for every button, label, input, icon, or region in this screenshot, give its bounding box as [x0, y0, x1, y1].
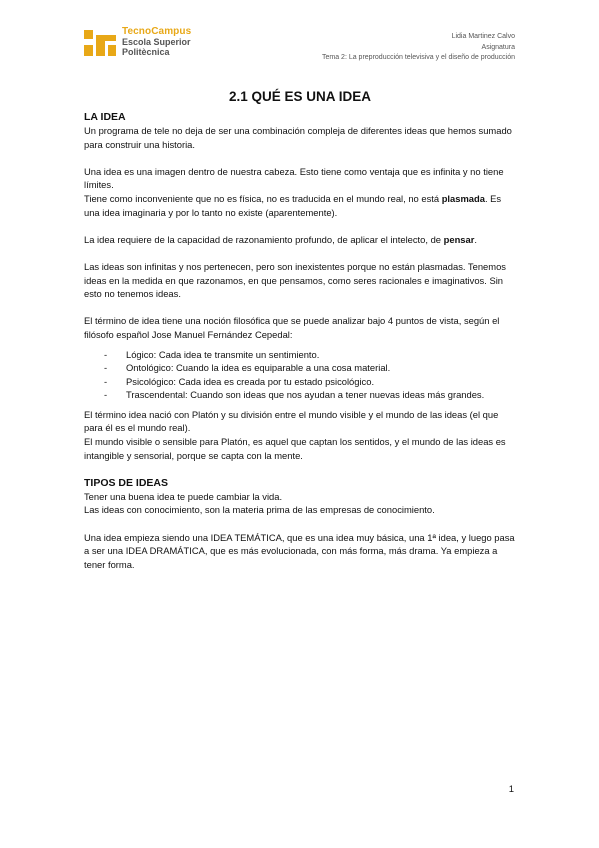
document-body [84, 88, 516, 571]
text-run: La idea requiere de la capacidad de razonamiento profundo, de aplicar el intelecto, de [84, 233, 444, 245]
subject-label: Asignatura [481, 43, 515, 51]
bold-term: pensar [443, 233, 475, 245]
viewpoints-list [84, 348, 516, 402]
paragraph: Un programa de tele no deja de ser una combinación compleja de diferentes ideas que hemos sumado para construir una historia. [84, 125, 512, 150]
text-run: . Es una idea imaginaria y por lo tanto no existe (aparentemente). [84, 192, 502, 218]
paragraph: El mundo visible o sensible para Platón, es aquel que captan los sentidos, y el mundo de las ideas es intangible y sensorial, porque se capta con la mente. [84, 436, 506, 461]
author-name: Lidia Martinez Calvo [451, 33, 515, 40]
paragraph: Una idea empieza siendo una IDEA TEMÁTICA, que es una idea muy básica, una 1ª idea, y luego pasa a ser una IDEA DRAMÁTICA, que es más evolucionada, con más forma, más drama. Ya empieza a tener forma. [84, 531, 515, 570]
logo-line-1: TecnoCampus [122, 26, 192, 37]
paragraph: El término de idea tiene una noción filosófica que se puede analizar bajo 4 puntos de vista, según el filósofo español Jose Manuel Fernández Cepedal: [84, 315, 500, 340]
header-meta [322, 32, 515, 64]
logo-line-3: Politècnica [122, 47, 170, 57]
paragraph: El término idea nació con Platón y su división entre el mundo visible y el mundo de las ideas (el que para él es el mundo real). [84, 408, 499, 434]
page-number: 1 [508, 784, 514, 795]
page-header [84, 27, 515, 67]
paragraph [84, 192, 516, 219]
list-item: - Psicológico: Cada idea es creada por tu estado psicológico. [104, 375, 516, 389]
paragraph: Las ideas con conocimiento, son la materia prima de las empresas de conocimiento. [84, 504, 435, 516]
list-item: - Ontológico: Cuando la idea es equiparable a una cosa material. [104, 361, 516, 375]
paragraph: Una idea es una imagen dentro de nuestra cabeza. Esto tiene como ventaja que es infinita y no tiene límites. [84, 165, 504, 191]
paragraph [84, 233, 516, 247]
bold-term: plasmada [441, 192, 485, 204]
text-run: Tiene como inconveniente que no es física, no es traducida en el mundo real, no está [84, 192, 442, 204]
topic-label: Tema 2: La preproducción televisiva y el diseño de producción [321, 54, 515, 61]
paragraph: Tener una buena idea te puede cambiar la vida. [84, 490, 283, 502]
tecnocampus-logo [84, 27, 214, 67]
list-item: - Trascendental: Cuando son ideas que nos ayudan a tener nuevas ideas más grandes. [104, 388, 516, 402]
paragraph: Las ideas son infinitas y nos pertenecen, pero son inexistentes porque no están plasmadas. Tenemos ideas en la medida en que razonamos, en que pensamos, como seres racionales e imaginativos. Sin esto no tenemos ideas. [84, 260, 506, 300]
logo-text [122, 27, 191, 57]
logo-line-2: Escola Superior [122, 37, 191, 47]
section-heading-la-idea: LA IDEA [84, 111, 126, 123]
section-heading-tipos-de-ideas: TIPOS DE IDEAS [84, 476, 169, 489]
page-title: 2.1 QUÉ ES UNA IDEA [228, 89, 372, 104]
logo-mark-icon [84, 30, 116, 56]
text-run: . [474, 233, 477, 245]
list-item: - Lógico: Cada idea te transmite un sentimiento. [104, 348, 516, 362]
